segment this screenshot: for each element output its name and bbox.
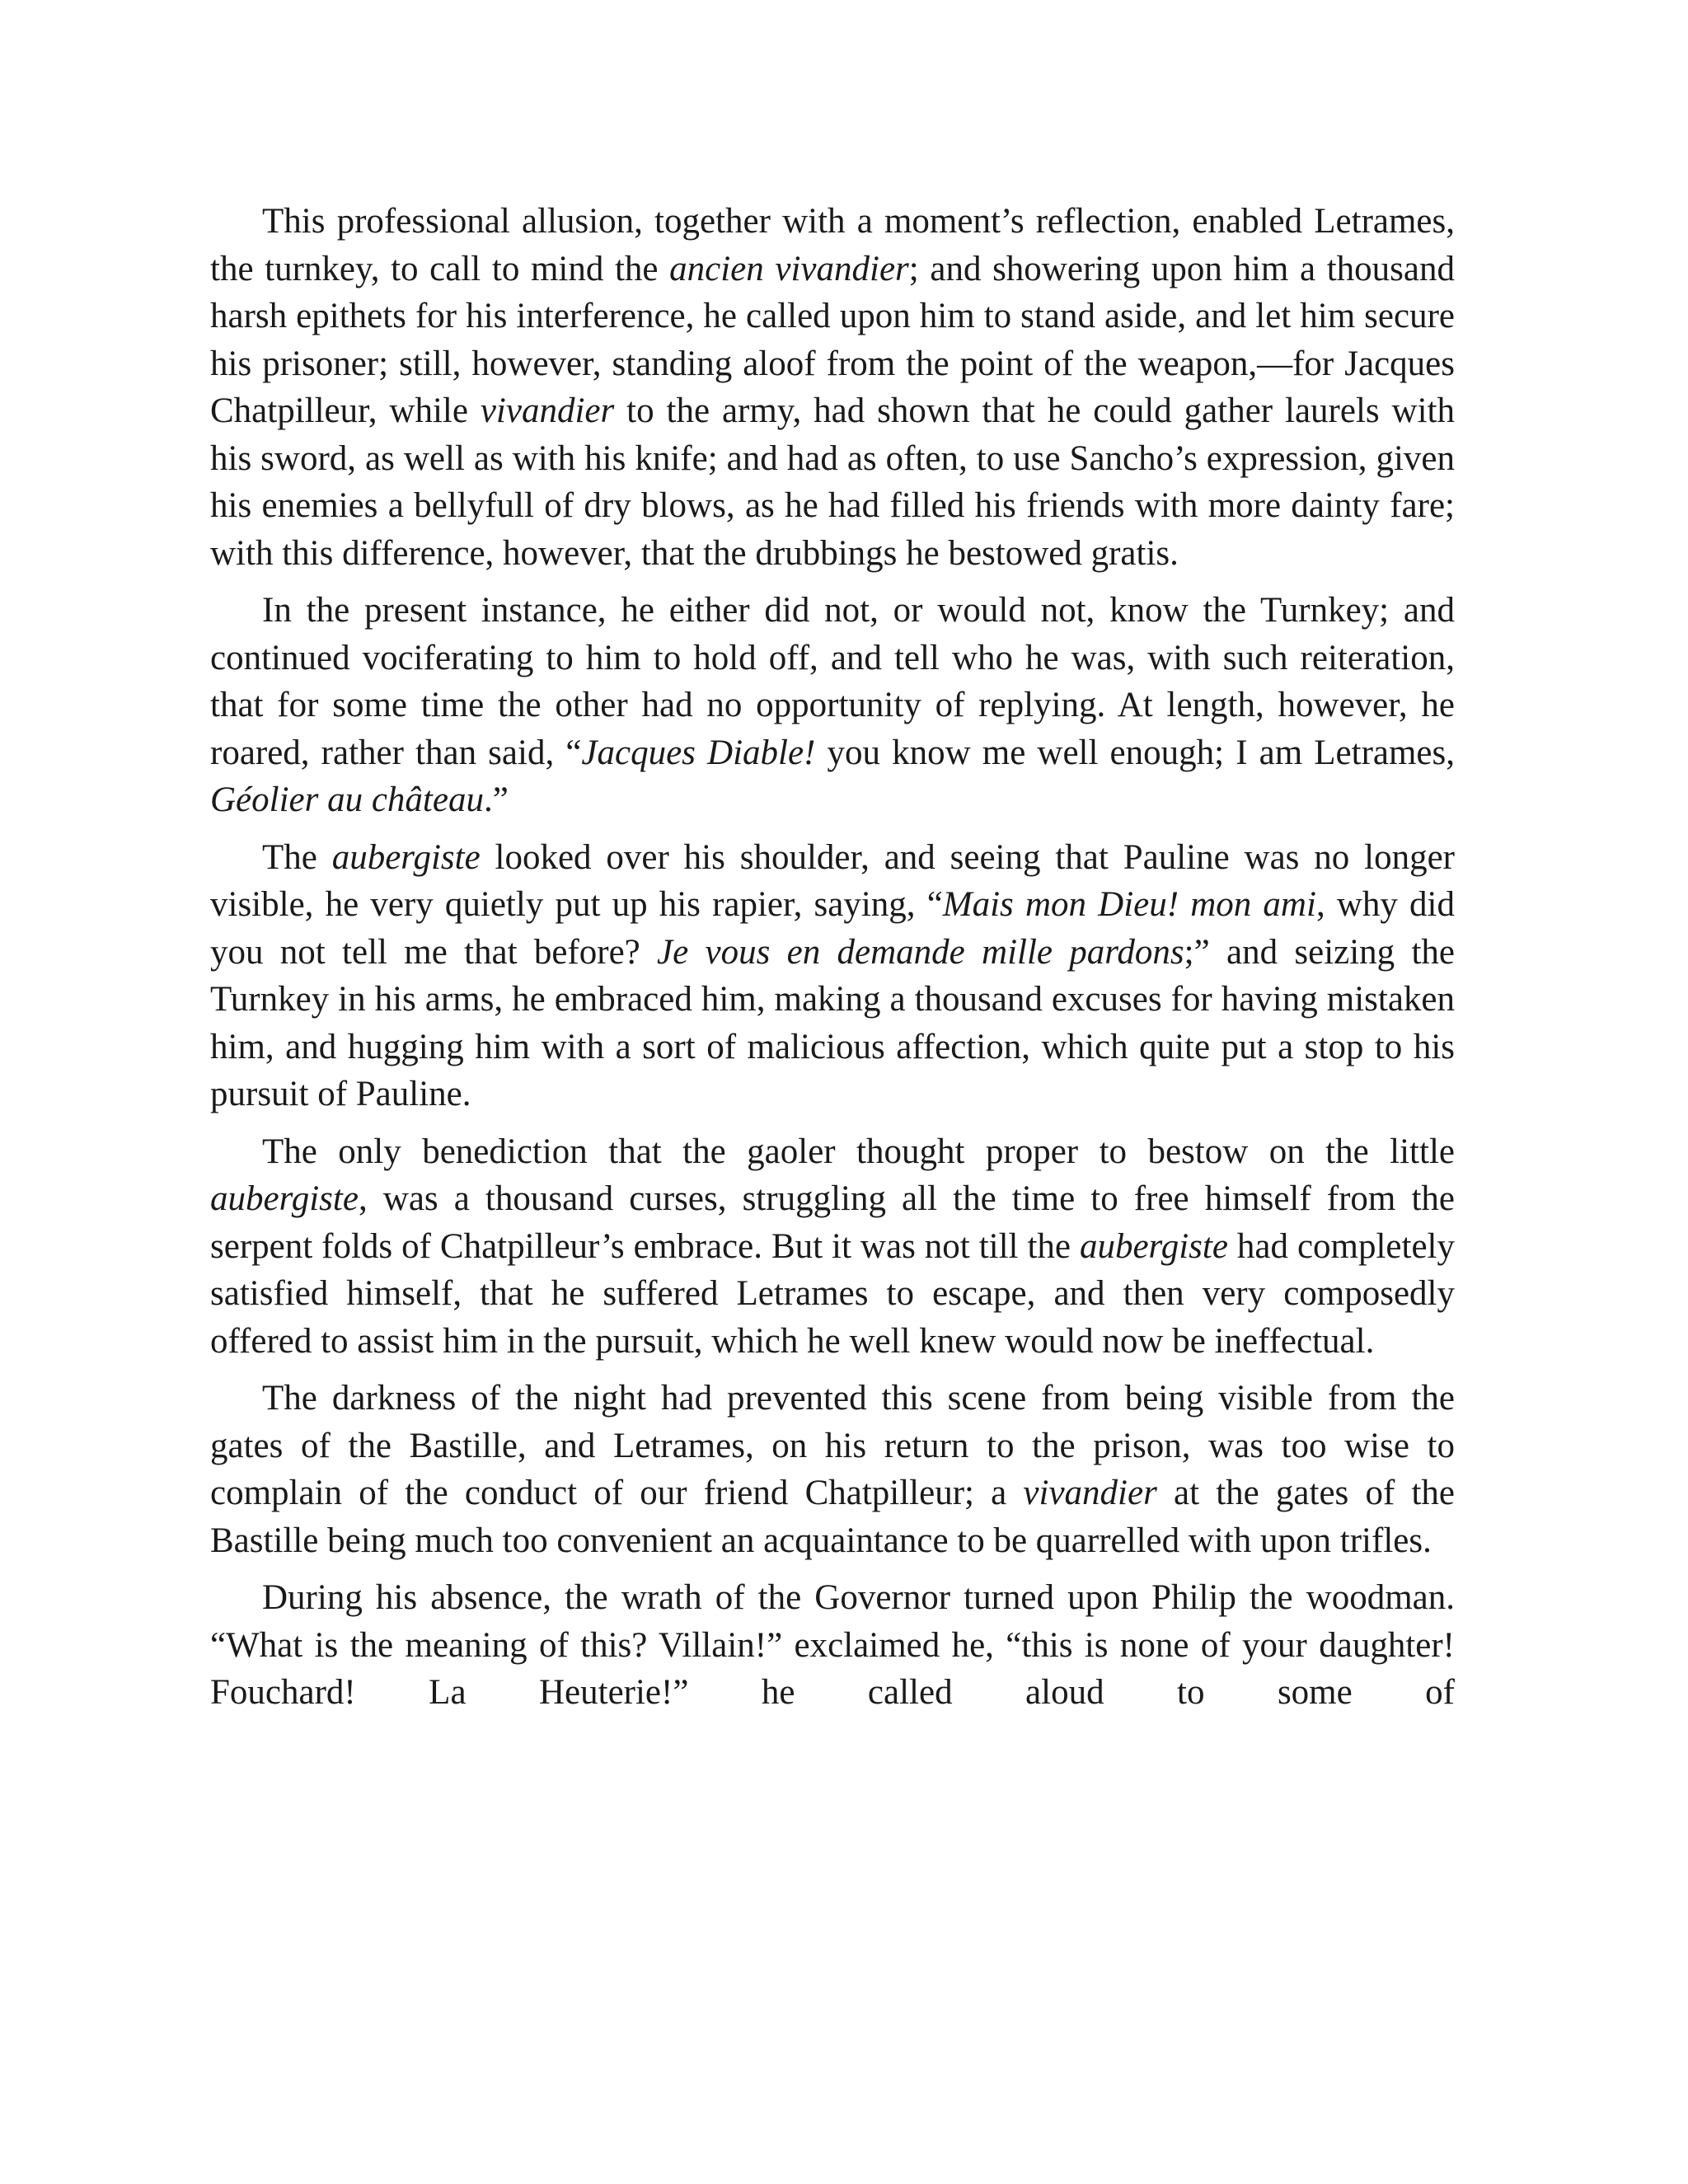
- text-span: to the army, had shown that he could gather laurels with his sword, as well as with his knife; and had as often, to use Sancho’s expression, given his enemies a bellyfull of dry blows, as he had filled his friends with more dainty fare; with this difference, however, that the drubbings he bestowed gratis.: [210, 391, 1455, 573]
- text-span: had completely satisfied himself, that he suffered Letrames to escape, and then very composedly offered to assist him in the pursuit, which he well knew would now be ineffectual.: [210, 1226, 1455, 1361]
- paragraph-4: [210, 1128, 1455, 1366]
- paragraph-6: [210, 1574, 1455, 1717]
- italic-text-span: Je vous en demande mille pardons: [657, 932, 1184, 972]
- text-span: you know me well enough; I am Letrames,: [815, 733, 1455, 772]
- paragraph-3: [210, 834, 1455, 1118]
- italic-text-span: Géolier au château: [210, 780, 484, 819]
- italic-text-span: aubergiste: [331, 837, 481, 877]
- italic-text-span: vivandier: [480, 391, 615, 430]
- italic-text-span: Jacques Diable!: [581, 733, 816, 772]
- text-span: ;” and seizing the Turnkey in his arms, he embraced him, making a thousand excuses for having mistaken him, and hugging him with a sort of malicious affection, which quite put a stop to his pursuit of Pauline.: [210, 932, 1456, 1113]
- text-span: The: [262, 837, 332, 877]
- text-span: , why did you not tell me that before?: [210, 885, 1456, 972]
- text-span: The darkness of the night had prevented this scene from being visible from the gates of the Bastille, and Letrames, on his return to the prison, was too wise to complain of the conduct of our friend Chatpilleur; a: [210, 1379, 1455, 1512]
- paragraph-1: [210, 198, 1455, 577]
- text-span: In the present instance, he either did not, or would not, know the Turnkey; and continued vociferating to him to hold off, and tell who he was, with such reiteration, that for some time the other had no opportunity of replying. At length, however, he roared, rather than said, “: [210, 591, 1455, 772]
- italic-text-span: aubergiste: [1079, 1226, 1228, 1266]
- text-span: .”: [483, 780, 509, 819]
- text-span: This professional allusion, together with a moment’s reflection, enabled Letrames, the turnkey, to call to mind the: [210, 202, 1455, 288]
- text-span: During his absence, the wrath of the Governor turned upon Philip the woodman. “What is the meaning of this? Villain!” exclaimed he, “this is none of your daughter! Fouchard! La Heuterie!” he called aloud to some of: [210, 1578, 1455, 1712]
- text-span: , was a thousand curses, struggling all the time to free himself from the serpent folds of Chatpilleur’s embrace. But it was not till the: [210, 1179, 1455, 1266]
- text-span: looked over his shoulder, and seeing that Pauline was no longer visible, he very quietly put up his rapier, saying, “: [210, 837, 1455, 924]
- italic-text-span: aubergiste: [210, 1179, 359, 1218]
- italic-text-span: Mais mon Dieu! mon ami: [942, 885, 1316, 924]
- text-span: at the gates of the Bastille being much too convenient an acquaintance to be quarrelled with upon trifles.: [210, 1474, 1455, 1560]
- italic-text-span: ancien vivandier: [669, 249, 909, 288]
- book-page: [210, 198, 1455, 1727]
- paragraph-5: [210, 1375, 1455, 1564]
- paragraph-2: [210, 587, 1455, 824]
- text-span: ; and showering upon him a thousand harsh epithets for his interference, he called upon him to stand aside, and let him secure his prisoner; still, however, standing aloof from the point of the weapon,—for Jacques Chatpilleur, while: [210, 249, 1455, 430]
- text-span: The only benediction that the gaoler thought proper to bestow on the little: [262, 1132, 1455, 1171]
- italic-text-span: vivandier: [1023, 1474, 1157, 1512]
